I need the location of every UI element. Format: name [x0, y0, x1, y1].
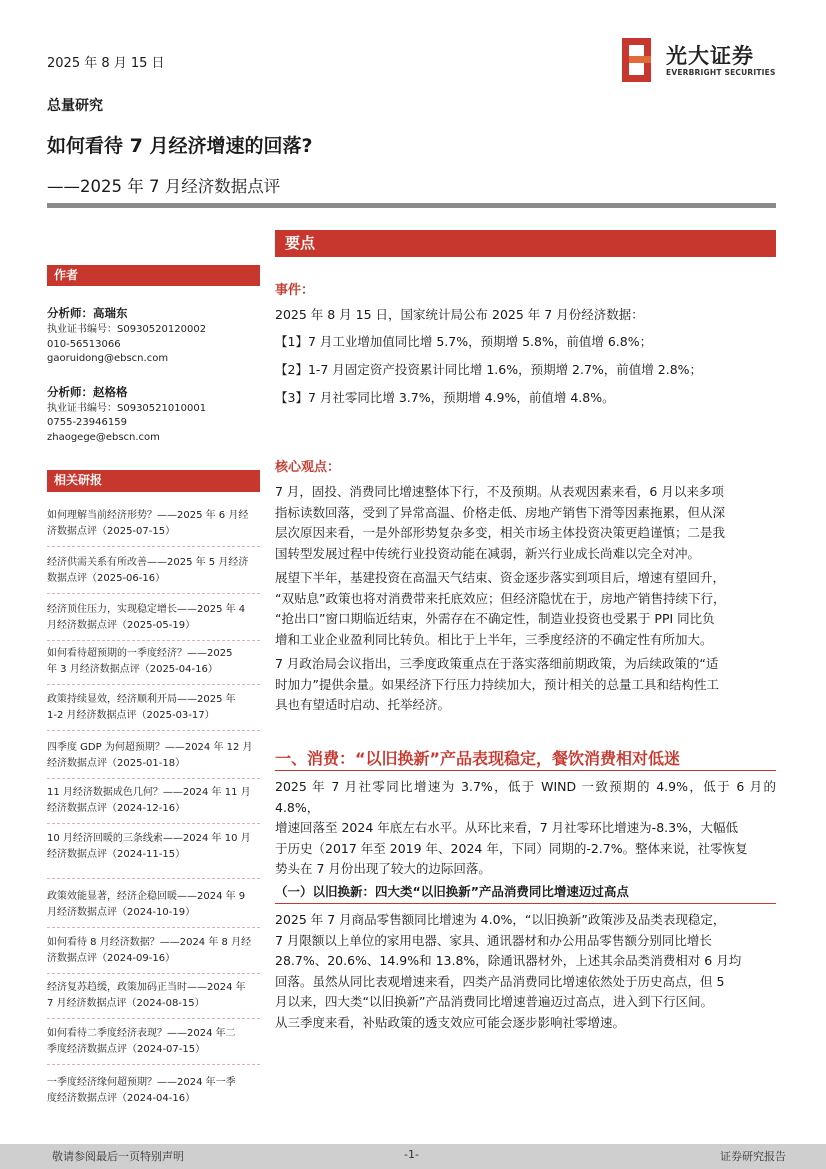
- text-line: “双贴息”政策也将对消费带来托底效应；但经济隐忧在于，房地产销售持续下行，: [275, 590, 726, 606]
- text-line: 具也有望适时启动、托举经济。: [275, 697, 451, 712]
- related-report-link[interactable]: [47, 889, 262, 921]
- related-report-line: 济数据点评（2025-07-15）: [47, 526, 176, 537]
- analyst-email[interactable]: gaoruidong@ebscn.com: [47, 353, 169, 364]
- event-item: 【2】1-7 月固定资产投资累计同比增 1.6%，预期增 2.7%，前值增 2.8%；: [275, 362, 703, 377]
- related-report-link[interactable]: [47, 508, 262, 540]
- related-report-link[interactable]: [47, 602, 262, 634]
- related-report-line: 一季度经济缘何超预期？——2024 年一季: [47, 1077, 236, 1088]
- related-separator: [47, 593, 260, 594]
- core-paragraph: [275, 568, 776, 650]
- text-line: 回落。虽然从同比表观增速来看，四类产品消费同比增速依然处于历史高点，但 5: [275, 973, 725, 989]
- event-item: 【1】7 月工业增加值同比增 5.7%，预期增 5.8%，前值增 6.8%；: [275, 334, 653, 349]
- subsection-title: （一）以旧换新：四大类“以旧换新”产品消费同比增速迈过高点: [275, 884, 629, 899]
- text-line: 7 月政治局会议指出，三季度政策重点在于落实落细前期政策，为后续政策的“适: [275, 656, 719, 671]
- related-report-line: 经济复苏趋缓，政策加码正当时——2024 年: [47, 982, 246, 993]
- related-report-line: 7 月经济数据点评（2024-08-15）: [47, 998, 205, 1009]
- key-points-header: 要点: [275, 230, 776, 257]
- related-divider: [47, 491, 260, 492]
- related-report-link[interactable]: [47, 935, 262, 967]
- report-category: 总量研究: [47, 98, 103, 114]
- footer-doc-type: 证券研究报告: [720, 1150, 786, 1163]
- text-line: 7 月，固投、消费同比增速整体下行，不及预期。从表观因素来看，6 月以来多项: [275, 484, 724, 499]
- related-separator: [47, 927, 260, 928]
- text-line: 2025 年 7 月商品零售额同比增速为 4.0%，“以旧换新”政策涉及品类表现稳定，: [275, 912, 726, 927]
- logo-text-en: EVERBRIGHT SECURITIES: [666, 68, 776, 77]
- text-line: 28.7%、20.6%、14.9%和 13.8%，除通讯器材外，上述其余品类消费相对 6 月均: [275, 953, 742, 968]
- related-separator: [47, 1064, 260, 1065]
- logo-text-cn: 光大证券: [666, 44, 754, 68]
- event-heading: 事件：: [275, 283, 315, 298]
- related-report-link[interactable]: [47, 980, 262, 1012]
- section-divider: [275, 770, 776, 771]
- related-report-line: 经济数据点评（2024-12-16）: [47, 803, 186, 814]
- core-paragraph: [275, 482, 776, 564]
- related-separator: [47, 878, 260, 879]
- text-line: 月以来，四大类“以旧换新”产品消费同比增速普遍迈过高点，进入到下行区间。: [275, 994, 713, 1009]
- related-report-line: 1-2 月经济数据点评（2025-03-17）: [47, 710, 215, 721]
- analyst-email[interactable]: zhaogege@ebscn.com: [47, 432, 160, 443]
- related-report-line: 政策持续显效，经济顺利开局——2025 年: [47, 694, 236, 705]
- related-report-line: 如何看待 8 月经济数据？——2024 年 8 月经: [47, 937, 252, 948]
- text-line: 增和工业企业盈利同比转负。相比于上半年，三季度经济的不确定性有所加大。: [275, 631, 713, 647]
- subsection-divider: [275, 903, 776, 904]
- section-title: 一、消费：“以旧换新”产品表现稳定，餐饮消费相对低迷: [275, 749, 681, 768]
- related-report-line: 经济供需关系有所改善——2025 年 5 月经济: [47, 557, 249, 568]
- core-view-heading: 核心观点：: [275, 460, 341, 475]
- related-report-line: 月经济数据点评（2024-10-19）: [47, 907, 196, 918]
- related-report-line: 经济数据点评（2024-11-15）: [47, 849, 186, 860]
- report-title: 如何看待 7 月经济增速的回落?: [47, 135, 313, 157]
- text-line: 展望下半年，基建投资在高温天气结束、资金逐步落实到项目后，增速有望回升，: [275, 570, 726, 585]
- related-separator: [47, 1018, 260, 1019]
- text-line: 时加力”提供余量。如果经济下行压力持续加大，预计相关的总量工具和结构性工: [275, 676, 719, 692]
- related-report-link[interactable]: [47, 692, 262, 724]
- subsection-paragraph: [275, 910, 776, 1033]
- related-separator: [47, 823, 260, 824]
- text-line: “抢出口”窗口期临近结束，外需存在不确定性，制造业投资也受累于 PPI 同比负: [275, 611, 715, 626]
- related-separator: [47, 640, 260, 641]
- related-report-link[interactable]: [47, 785, 262, 817]
- related-separator: [47, 730, 260, 731]
- related-report-line: 四季度 GDP 为何超预期？——2024 年 12 月: [47, 742, 253, 753]
- analyst-name: 分析师：赵格格: [47, 385, 128, 399]
- core-paragraph: [275, 654, 776, 716]
- section-paragraph: [275, 777, 776, 880]
- related-report-line: 数据点评（2025-06-16）: [47, 573, 166, 584]
- analyst-cert: 执业证书编号：S0930521010001: [47, 403, 207, 414]
- related-report-line: 度经济数据点评（2024-04-16）: [47, 1093, 196, 1104]
- related-research-header: 相关研报: [47, 470, 260, 491]
- text-line: 指标读数回落，受到了异常高温、价格走低、房地产销售下滑等因素拖累，但从深: [275, 504, 726, 520]
- related-report-line: 季度经济数据点评（2024-07-15）: [47, 1044, 206, 1055]
- text-line: 从三季度来看，补贴政策的透支效应可能会逐步影响社零增速。: [275, 1014, 626, 1030]
- related-report-line: 政策效能显著，经济企稳回暖——2024 年 9: [47, 891, 246, 902]
- everbright-logo-icon: [618, 38, 658, 82]
- footer-disclaimer: 敬请参阅最后一页特别声明: [52, 1150, 184, 1163]
- text-line: 2025 年 7 月社零同比增速为 3.7%，低于 WIND 一致预期的 4.9%，低于 6 月的 4.8%，: [275, 779, 776, 815]
- event-intro: 2025 年 8 月 15 日，国家统计局公布 2025 年 7 月份经济数据：: [275, 307, 644, 322]
- related-separator: [47, 684, 260, 685]
- related-report-line: 10 月经济回暖的三条线索——2024 年 10 月: [47, 833, 251, 844]
- text-line: 增速回落至 2024 年底左右水平。从环比来看，7 月社零环比增速为-8.3%，大幅低: [275, 820, 738, 835]
- text-line: 于历史（2017 年至 2019 年、2024 年，下同）同期的-2.7%。整体来说，社零恢复: [275, 840, 748, 856]
- related-report-line: 如何看待超预期的一季度经济？——2025: [47, 648, 233, 659]
- related-report-line: 11 月经济数据成色几何？——2024 年 11 月: [47, 787, 251, 798]
- text-line: 势头在 7 月份出现了较大的边际回落。: [275, 861, 491, 876]
- related-report-line: 年 3 月经济数据点评（2025-04-16）: [47, 664, 218, 675]
- related-report-link[interactable]: [47, 740, 262, 772]
- text-line: 7 月限额以上单位的家用电器、家具、通讯器材和办公用品零售额分别同比增长: [275, 932, 712, 948]
- related-separator: [47, 973, 260, 974]
- text-line: 国转型发展过程中传统行业投资动能在减弱，新兴行业成长尚难以完全对冲。: [275, 545, 701, 561]
- company-logo: [618, 38, 778, 82]
- related-separator: [47, 546, 260, 547]
- related-report-link[interactable]: [47, 555, 262, 587]
- related-separator: [47, 778, 260, 779]
- related-report-link[interactable]: [47, 1075, 262, 1107]
- related-report-link[interactable]: [47, 831, 262, 863]
- related-report-line: 济数据点评（2024-09-16）: [47, 953, 176, 964]
- related-report-line: 如何理解当前经济形势？——2025 年 6 月经: [47, 510, 249, 521]
- related-report-line: 经济顶住压力，实现稳定增长——2025 年 4: [47, 604, 246, 615]
- related-report-line: 月经济数据点评（2025-05-19）: [47, 620, 196, 631]
- page-number: -1-: [404, 1148, 419, 1161]
- report-subtitle: ——2025 年 7 月经济数据点评: [47, 177, 281, 196]
- analyst-cert: 执业证书编号：S0930520120002: [47, 324, 207, 335]
- text-line: 层次原因来看，一是外部形势复杂多变，相关市场主体投资决策更趋谨慎；二是我: [275, 525, 726, 540]
- report-date: 2025 年 8 月 15 日: [47, 56, 165, 71]
- related-report-line: 如何看待二季度经济表现？——2024 年二: [47, 1028, 236, 1039]
- authors-header: 作者: [47, 265, 260, 286]
- analyst-name: 分析师：高瑞东: [47, 306, 128, 320]
- analyst-phone: 0755-23946159: [47, 417, 127, 428]
- related-report-link[interactable]: [47, 646, 262, 678]
- event-item: 【3】7 月社零同比增 3.7%，预期增 4.9%，前值增 4.8%。: [275, 390, 615, 405]
- header-divider: [47, 203, 776, 208]
- related-report-link[interactable]: [47, 1026, 262, 1058]
- analyst-phone: 010-56513066: [47, 339, 121, 350]
- related-report-line: 经济数据点评（2025-01-18）: [47, 758, 186, 769]
